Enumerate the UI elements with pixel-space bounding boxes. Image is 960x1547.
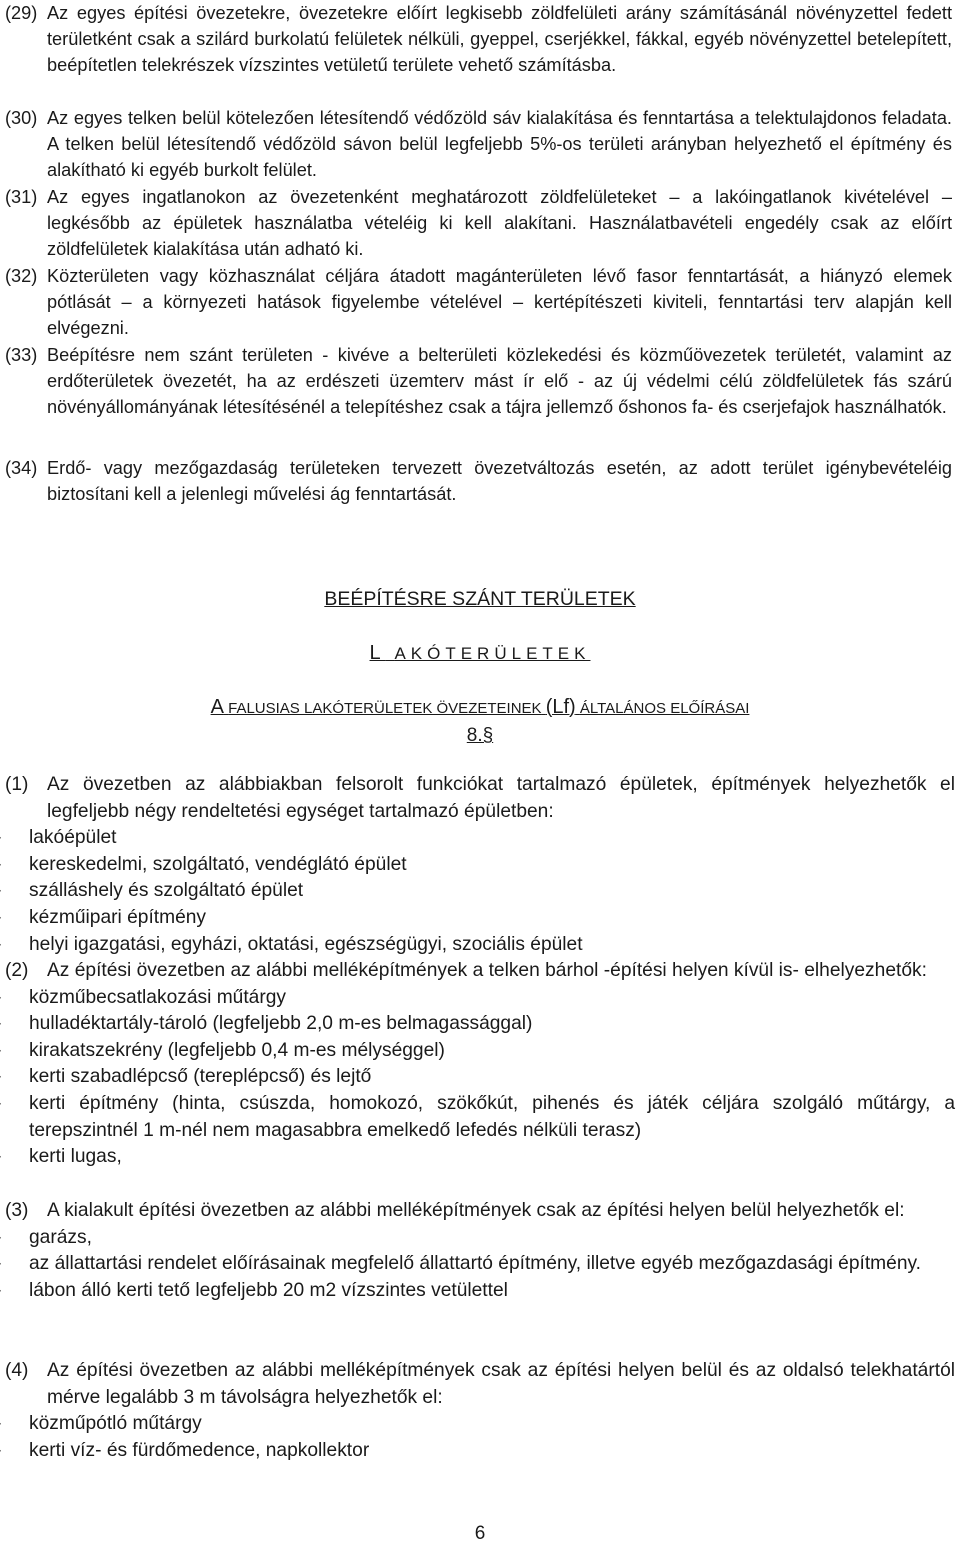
list-item-text: lábon álló kerti tető legfeljebb 20 m2 vízszintes vetülettel <box>29 1279 508 1301</box>
paragraph-number: (34) <box>5 458 38 478</box>
list-item-text: lakóépület <box>29 827 117 849</box>
dash <box>0 852 1 879</box>
section-number: (3) <box>5 1200 29 1221</box>
dash <box>0 1411 1 1438</box>
list-item <box>0 1144 955 1171</box>
list-item-text: kerti lugas, <box>29 1146 122 1168</box>
list-item <box>0 1438 955 1465</box>
paragraph-mark: 8.§ <box>466 725 494 746</box>
list-item <box>0 1411 955 1438</box>
dash <box>0 1251 1 1278</box>
paragraph-text: Az egyes ingatlanokon az övezetenként meghatározott zöldfelületeket – a lakóingatlanok kivételével – legkésőbb az épületek használatba vételéig ki kell alakítani. Használatbavételi engedély csak az előírt zöldfelületek kialakítása után adható ki. <box>47 187 952 260</box>
paragraph-number: (29) <box>5 3 38 23</box>
dash <box>0 1144 1 1171</box>
list-item <box>0 1278 955 1305</box>
paragraph-number: (33) <box>5 345 38 365</box>
paragraph-number: (31) <box>5 187 38 207</box>
list-item-text: helyi igazgatási, egyházi, oktatási, egészségügyi, szociális épület <box>29 933 583 955</box>
dash <box>0 1278 1 1305</box>
section-3 <box>5 1198 955 1304</box>
section-2 <box>5 958 955 1171</box>
list-item-text: kirakatszekrény (legfeljebb 0,4 m-es mélységgel) <box>29 1039 445 1061</box>
item-list <box>5 825 955 958</box>
dash <box>0 932 1 959</box>
section-text: Az övezetben az alábbiakban felsorolt funkciókat tartalmazó épületek, építmények helyezhetők el legfeljebb négy rendeltetési egységet tartalmazó épületben: <box>47 774 955 822</box>
paragraph-31 <box>5 184 952 263</box>
list-item-text: kerti víz- és fürdőmedence, napkollektor <box>29 1439 370 1461</box>
dash <box>0 1091 1 1118</box>
list-item-text: garázs, <box>29 1226 92 1248</box>
list-item <box>0 932 955 959</box>
section-number: (2) <box>5 960 29 981</box>
list-item <box>0 1225 955 1252</box>
sub-heading <box>0 642 960 665</box>
list-item <box>0 852 955 879</box>
list-item-text: az állattartási rendelet előírásainak megfelelő állattartó építmény, illetve egyéb mezőgazdasági építmény. <box>29 1253 922 1275</box>
paragraph-34 <box>5 455 952 507</box>
dash <box>0 1438 1 1465</box>
paragraph-text: Erdő- vagy mezőgazdaság területeken tervezett övezetváltozás esetén, az adott terület igénybevételéig biztosítani kell a jelenlegi művelési ág fenntartását. <box>47 458 952 505</box>
item-list <box>5 1225 955 1305</box>
dash <box>0 1064 1 1091</box>
list-item <box>0 985 955 1012</box>
list-item <box>0 1251 955 1278</box>
dash <box>0 985 1 1012</box>
list-item-text: szálláshely és szolgáltató épület <box>29 880 304 902</box>
section-heading-code: (Lf) <box>545 696 576 718</box>
section-number: (4) <box>5 1360 29 1381</box>
dash <box>0 825 1 852</box>
paragraph-29 <box>5 0 952 79</box>
dash <box>0 878 1 905</box>
paragraph-number: (32) <box>5 266 38 286</box>
section-heading <box>0 696 960 719</box>
section-text: A kialakult építési övezetben az alábbi melléképítmények csak az építési helyen belül helyezhetők el: <box>47 1200 905 1221</box>
list-item-text: hulladéktartály-tároló (legfeljebb 2,0 m-es belmagassággal) <box>29 1013 533 1035</box>
paragraph-text: Beépítésre nem szánt területen - kivéve a belterületi közlekedési és közműövezetek területét, valamint az erdőterületek övezetét, ha az erdészeti üzemterv mást ír elő - az új védelmi célú zöldfelületek fás szárú növényállományának létesítésénél a telepítéshez csak a tájra jellemző őshonos fa- és cserjefajok használhatók. <box>47 345 952 418</box>
paragraph-number: (30) <box>5 108 38 128</box>
list-item <box>0 1038 955 1065</box>
section-text: Az építési övezetben az alábbi melléképítmények a telken bárhol -építési helyen kívül is- elhelyezhetők: <box>47 960 927 981</box>
list-item <box>0 878 955 905</box>
paragraph-33 <box>5 342 952 421</box>
list-item-text: kerti építmény (hinta, csúszda, homokozó, szökőkút, pihenés és játék céljára szolgáló műtárgy, a terepszintnél 1 m-nél nem magasabbra emelkedő lefedés nélküli terasz) <box>29 1092 955 1141</box>
section-heading-initial: A <box>210 696 224 718</box>
dash <box>0 1225 1 1252</box>
list-item <box>0 1064 955 1091</box>
section-heading-middle: FALUSIAS LAKÓTERÜLETEK ÖVEZETEINEK <box>228 700 542 717</box>
section-4 <box>5 1358 955 1464</box>
main-heading: BEÉPÍTÉSRE SZÁNT TERÜLETEK <box>324 588 636 610</box>
section-number: (1) <box>5 774 29 795</box>
paragraph-text: Közterületen vagy közhasználat céljára átadott magánterületen lévő fasor fenntartását, a hiányzó elemek pótlását – a környezeti hatások figyelembe vételével – kertépítészeti kiviteli, fenntartási terv alapján kell elvégezni. <box>47 266 952 339</box>
paragraph-text: Az egyes építési övezetekre, övezetekre előírt legkisebb zöldfelületi arány számításánál növényzettel fedett területként csak a szilárd burkolatú felületek nélküli, gyeppel, cserjékkel, fákkal, egyéb növényzettel betelepített, beépítetlen telekrészek vízszintes vetületű területe vehető számításba. <box>47 3 952 76</box>
list-item <box>0 825 955 852</box>
list-item-text: kereskedelmi, szolgáltató, vendéglátó épület <box>29 853 407 875</box>
list-item <box>0 905 955 932</box>
section-text: Az építési övezetben az alábbi melléképítmények csak az építési helyen belül és az oldalsó telekhatártól mérve legalább 3 m távolságra helyezhetők el: <box>47 1360 955 1408</box>
dash <box>0 1011 1 1038</box>
page-number: 6 <box>474 1523 486 1544</box>
item-list <box>5 1411 955 1464</box>
list-item-text: kézműipari építmény <box>29 906 207 928</box>
list-item-text: kerti szabadlépcső (tereplépcső) és lejtő <box>29 1066 372 1088</box>
list-item-text: közműbecsatlakozási műtárgy <box>29 986 287 1008</box>
section-heading-end: ÁLTALÁNOS ELŐÍRÁSAI <box>579 700 750 717</box>
section-1 <box>5 772 955 958</box>
paragraph-32 <box>5 263 952 342</box>
paragraph-text: Az egyes telken belül kötelezően létesítendő védőzöld sáv kialakítása és fenntartása a telektulajdonos feladata. A telken belül létesítendő védőzöld sávon belül legfeljebb 5%-os területi arányban helyezhető el építmény és alakítható ki egyéb burkolt felület. <box>47 108 952 181</box>
item-list <box>5 985 955 1171</box>
sub-heading-rest: AKÓTERÜLETEK <box>394 644 591 663</box>
dash <box>0 1038 1 1065</box>
list-item <box>0 1011 955 1038</box>
sub-heading-initial: L <box>369 642 386 664</box>
paragraph-30 <box>5 105 952 184</box>
dash <box>0 905 1 932</box>
list-item <box>0 1091 955 1144</box>
list-item-text: közműpótló műtárgy <box>29 1413 202 1435</box>
